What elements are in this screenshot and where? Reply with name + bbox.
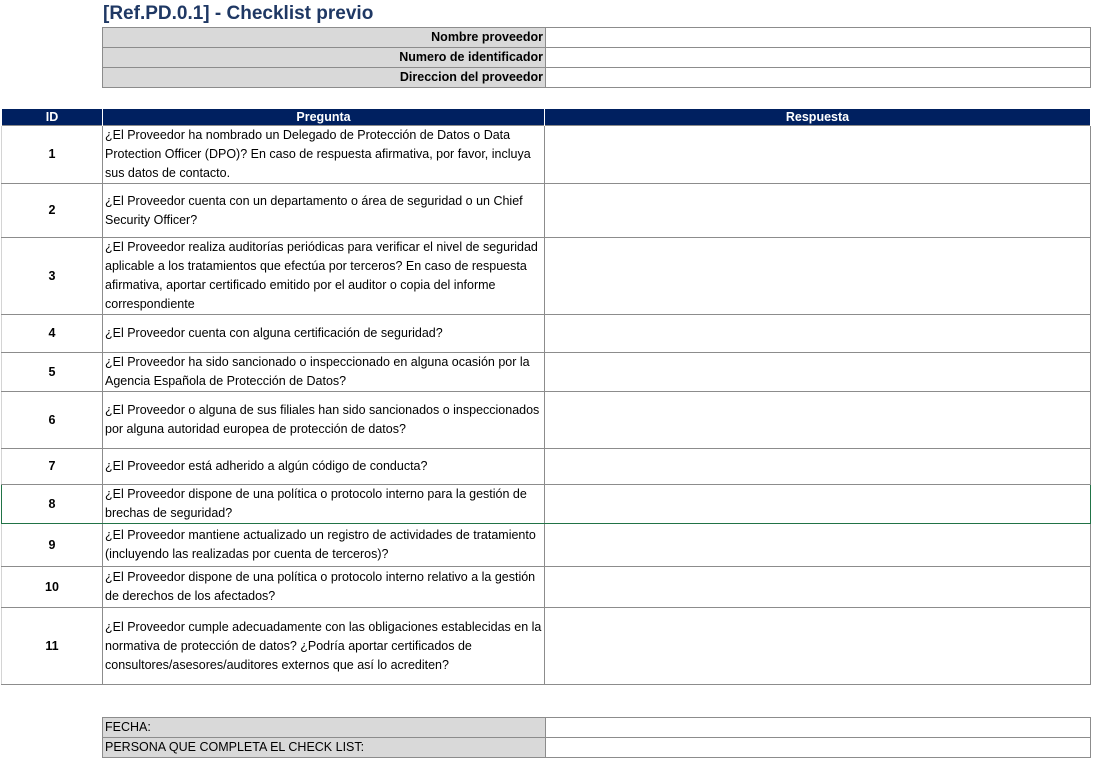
row-id: 7 xyxy=(2,449,103,485)
row-answer-cell[interactable] xyxy=(545,126,1091,184)
table-header-row xyxy=(2,109,1091,126)
table-row xyxy=(2,392,1091,449)
row-answer-cell[interactable] xyxy=(545,353,1091,392)
supplier-id-label: Numero de identificador xyxy=(103,48,546,68)
date-cell[interactable] xyxy=(546,718,1091,738)
row-question: ¿El Proveedor ha sido sancionado o inspeccionado en alguna ocasión por la Agencia Española de Protección de Datos? xyxy=(103,353,545,392)
table-row xyxy=(2,184,1091,238)
row-id: 1 xyxy=(2,126,103,184)
answer-column-header: Respuesta xyxy=(545,109,1091,126)
row-answer-cell[interactable] xyxy=(545,524,1091,567)
row-question: ¿El Proveedor ha nombrado un Delegado de Protección de Datos o Data Protection Officer (DPO)? En caso de respuesta afirmativa, por favor, incluya sus datos de contacto. xyxy=(103,126,545,184)
page-title: [Ref.PD.0.1] - Checklist previo xyxy=(103,3,374,24)
row-answer-cell[interactable] xyxy=(545,449,1091,485)
checklist-table xyxy=(1,109,1091,685)
completed-by-label: PERSONA QUE COMPLETA EL CHECK LIST: xyxy=(103,738,546,758)
row-id: 5 xyxy=(2,353,103,392)
row-question: ¿El Proveedor cuenta con un departamento o área de seguridad o un Chief Security Officer? xyxy=(103,184,545,238)
supplier-name-cell[interactable] xyxy=(546,28,1091,48)
supplier-id-row xyxy=(103,48,1091,68)
row-answer-cell[interactable] xyxy=(545,485,1091,524)
supplier-name-row xyxy=(103,28,1091,48)
row-question: ¿El Proveedor realiza auditorías periódicas para verificar el nivel de seguridad aplicable a los tratamientos que efectúa por terceros? En caso de respuesta afirmativa, aportar certificado emitido por el auditor o copia del informe correspondiente xyxy=(103,238,545,315)
row-id: 3 xyxy=(2,238,103,315)
footer-table xyxy=(102,717,1091,758)
supplier-address-label: Direccion del proveedor xyxy=(103,68,546,88)
supplier-info-table xyxy=(102,27,1091,88)
table-row xyxy=(2,485,1091,524)
table-row xyxy=(2,353,1091,392)
table-row xyxy=(2,238,1091,315)
table-row xyxy=(2,449,1091,485)
supplier-address-cell[interactable] xyxy=(546,68,1091,88)
supplier-address-row xyxy=(103,68,1091,88)
row-question: ¿El Proveedor cumple adecuadamente con las obligaciones establecidas en la normativa de protección de datos? ¿Podría aportar certificados de consultores/asesores/auditores externos que así lo acrediten? xyxy=(103,608,545,685)
date-row xyxy=(103,718,1091,738)
table-row xyxy=(2,608,1091,685)
row-question: ¿El Proveedor está adherido a algún código de conducta? xyxy=(103,449,545,485)
row-answer-cell[interactable] xyxy=(545,238,1091,315)
row-id: 2 xyxy=(2,184,103,238)
row-question: ¿El Proveedor cuenta con alguna certificación de seguridad? xyxy=(103,315,545,353)
table-row xyxy=(2,567,1091,608)
table-row xyxy=(2,126,1091,184)
row-question: ¿El Proveedor dispone de una política o protocolo interno relativo a la gestión de derechos de los afectados? xyxy=(103,567,545,608)
table-row xyxy=(2,524,1091,567)
row-answer-cell[interactable] xyxy=(545,315,1091,353)
row-id: 6 xyxy=(2,392,103,449)
row-id: 9 xyxy=(2,524,103,567)
table-row xyxy=(2,315,1091,353)
supplier-id-cell[interactable] xyxy=(546,48,1091,68)
row-id: 10 xyxy=(2,567,103,608)
row-answer-cell[interactable] xyxy=(545,392,1091,449)
completed-by-row xyxy=(103,738,1091,758)
id-column-header: ID xyxy=(2,109,103,126)
row-question: ¿El Proveedor o alguna de sus filiales han sido sancionados o inspeccionados por alguna autoridad europea de protección de datos? xyxy=(103,392,545,449)
row-question: ¿El Proveedor dispone de una política o protocolo interno para la gestión de brechas de seguridad? xyxy=(103,485,545,524)
row-question: ¿El Proveedor mantiene actualizado un registro de actividades de tratamiento (incluyendo las realizadas por cuenta de terceros)? xyxy=(103,524,545,567)
row-answer-cell[interactable] xyxy=(545,567,1091,608)
row-answer-cell[interactable] xyxy=(545,608,1091,685)
row-id: 8 xyxy=(2,485,103,524)
row-id: 4 xyxy=(2,315,103,353)
question-column-header: Pregunta xyxy=(103,109,545,126)
completed-by-cell[interactable] xyxy=(546,738,1091,758)
row-id: 11 xyxy=(2,608,103,685)
date-label: FECHA: xyxy=(103,718,546,738)
row-answer-cell[interactable] xyxy=(545,184,1091,238)
supplier-name-label: Nombre proveedor xyxy=(103,28,546,48)
